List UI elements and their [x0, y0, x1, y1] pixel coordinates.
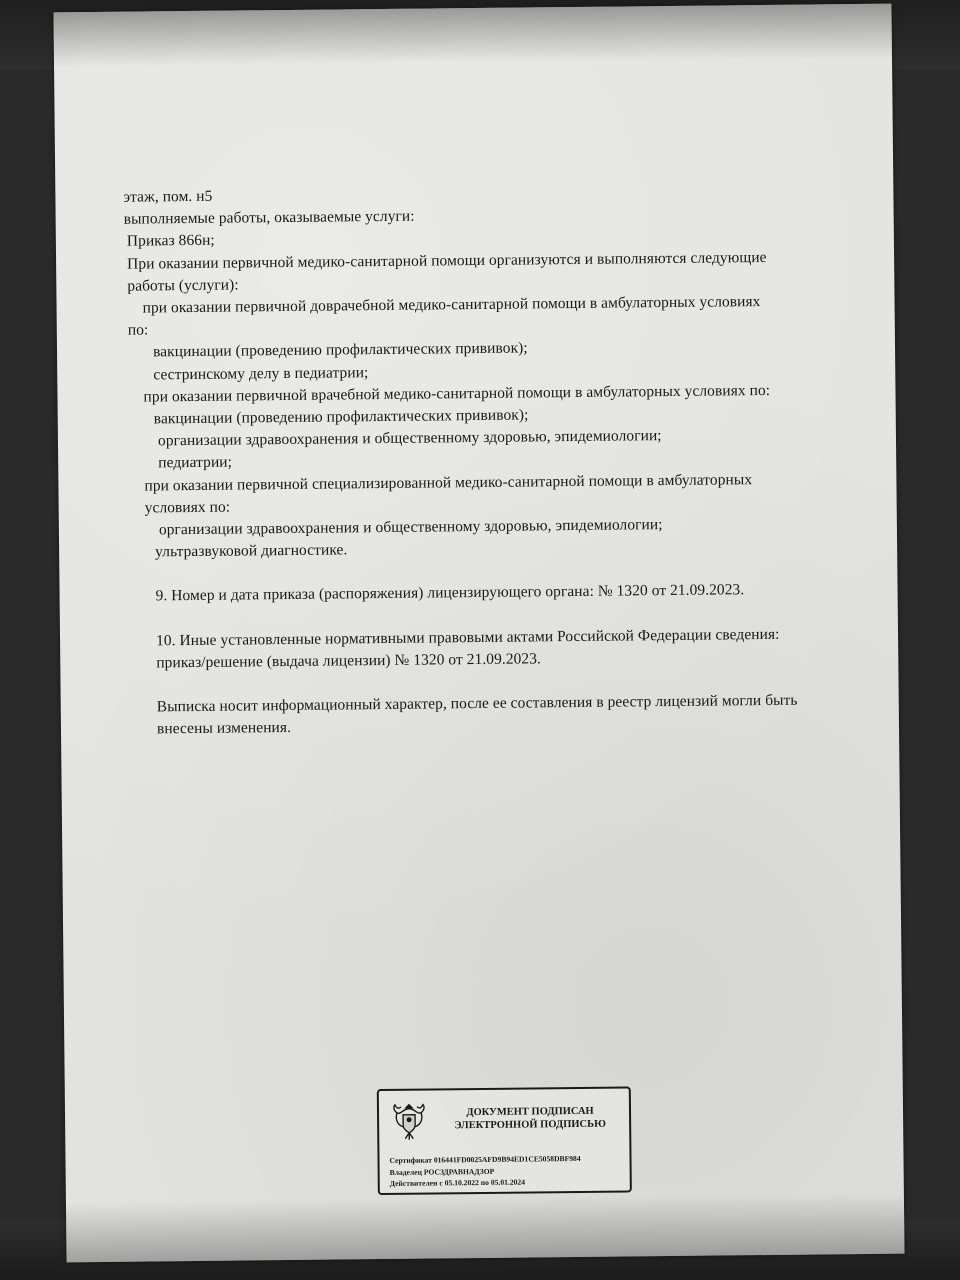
stamp-title: ДОКУМЕНТ ПОДПИСАН ЭЛЕКТРОННОЙ ПОДПИСЬЮ — [454, 1105, 606, 1132]
double-headed-eagle-icon — [389, 1099, 429, 1143]
certificate-owner: Владелец РОСЗДРАВНАДЗОР — [389, 1166, 495, 1177]
text-line: сестринскому делу в педиатрии; — [153, 363, 369, 384]
document-page — [53, 4, 904, 1263]
text-line: при оказании первичной врачебной медико-санитарной помощи в амбулаторных условиях по: — [143, 381, 771, 406]
text-line: условиях по: — [144, 498, 231, 517]
text-line: ультразвуковой диагностике. — [155, 541, 348, 561]
certificate-number: Сертификат 016441FD0025AFD9B94ED1CE5058DBF984 — [389, 1153, 581, 1165]
text-line: педиатрии; — [158, 454, 233, 472]
text-line: организации здравоохранения и общественному здоровью, эпидемиологии; — [158, 516, 663, 539]
text-line: вакцинации (проведению профилактических прививок); — [152, 339, 528, 361]
item-10-line-2: приказ/решение (выдача лицензии) № 1320 от 21.09.2023. — [156, 650, 542, 672]
text-line: Приказ 866н; — [126, 232, 215, 251]
text-line: при оказании первичной специализированной медико-санитарной помощи в амбулаторных — [144, 470, 753, 495]
text-line: при оказании первичной доврачебной медико-санитарной помощи в амбулаторных условиях — [142, 293, 761, 317]
certificate-validity: Действителен с 05.10.2022 по 05.01.2024 — [389, 1177, 526, 1188]
scan-shadow-top — [53, 4, 892, 68]
text-line: этаж, пом. н5 — [123, 187, 213, 206]
text-line: по: — [127, 321, 149, 339]
text-line: организации здравоохранения и общественному здоровью, эпидемиологии; — [157, 427, 662, 450]
note-line-2: внесены изменения. — [156, 719, 292, 738]
text-line: работы (услуги): — [127, 276, 239, 295]
text-line: выполняемые работы, оказываемые услуги: — [123, 207, 415, 228]
scan-shadow-bottom — [66, 1194, 905, 1263]
electronic-signature-stamp — [377, 1086, 632, 1195]
item-10-line-1: 10. Иные установленные нормативными правовыми актами Российской Федерации сведения: — [155, 625, 780, 650]
text-line: При оказании первичной медико-санитарной помощи организуются и выполняются следующие — [127, 248, 767, 273]
stamp-details — [389, 1152, 625, 1189]
text-line: вакцинации (проведению профилактических прививок); — [153, 406, 529, 428]
item-9: 9. Номер и дата приказа (распоряжения) лицензирующего органа: № 1320 от 21.09.2023. — [155, 581, 745, 605]
document-body — [123, 179, 849, 741]
note-line-1: Выписка носит информационный характер, после ее составления в реестр лицензий могли быть — [156, 691, 798, 716]
